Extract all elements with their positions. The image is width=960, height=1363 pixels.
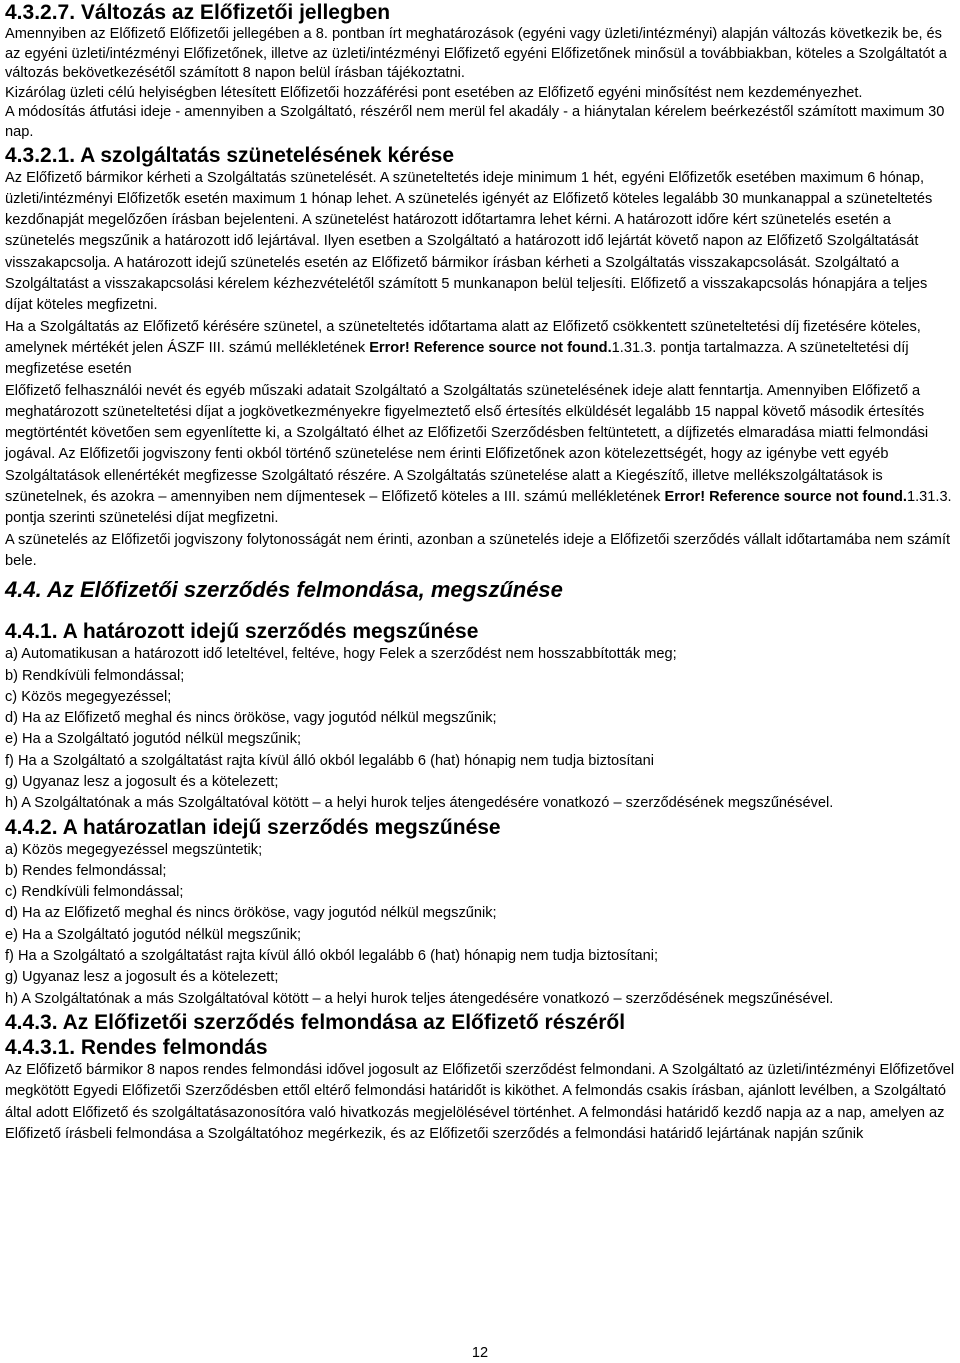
- text-run: 1.31.3. pontja szerinti szünetelési díjat megfizetni.: [5, 489, 952, 527]
- list-item: h) A Szolgáltatónak a más Szolgáltatóval kötött – a helyi hurok teljes átengedésére vonatkozó – szerződésének megszűnésével.: [5, 795, 834, 812]
- text-run: Ha a Szolgáltatás az Előfizető kérésére szünetel, a szüneteltetés időtartama alatt az Előfizető csökkentett szüneteltetési díj fizetésére köteles, amelynek mértékét jelen ÁSZF III. számú mellékletének: [5, 318, 921, 356]
- page-number: 12: [471, 1345, 489, 1361]
- list-item: e) Ha a Szolgáltató jogutód nélkül megszűnik;: [5, 731, 302, 748]
- heading-4-4-1: 4.4.1. A határozott idejű szerződés megszűnése: [5, 620, 479, 644]
- paragraph-jogviszony-folytonossag: A szünetelés az Előfizetői jogviszony folytonosságát nem érinti, azonban a szünetelés ideje a Előfizetői szerződés vállalt időtartamába nem számít bele.: [5, 531, 951, 569]
- list-item: f) Ha a Szolgáltató a szolgáltatást rajta kívül álló okból legalább 6 (hat) hónapig nem tudja biztosítani: [5, 752, 654, 769]
- paragraph-atfutasi-ido: A módosítás átfutási ideje - amennyiben a Szolgáltató, részéről nem merül fel akadály - a hiánytalan kérelem beérkezéstől számított maximum 30 nap.: [5, 104, 945, 140]
- list-item: a) Közös megegyezéssel megszüntetik;: [5, 841, 263, 858]
- paragraph-uzleti-celu: Kizárólag üzleti célú helyiségben létesített Előfizetői hozzáférési pont esetében az Előfizető egyéni minősítést nem kezdeményezhet.: [5, 84, 863, 101]
- list-item: b) Rendkívüli felmondással;: [5, 667, 185, 684]
- heading-4-4-2: 4.4.2. A határozatlan idejű szerződés megszűnése: [5, 815, 501, 839]
- list-item: f) Ha a Szolgáltató a szolgáltatást rajta kívül álló okból legalább 6 (hat) hónapig nem tudja biztosítani;: [5, 948, 659, 965]
- heading-4-4-3: 4.4.3. Az Előfizetői szerződés felmondása az Előfizető részéről: [5, 1010, 626, 1034]
- list-item: d) Ha az Előfizető meghal és nincs örököse, vagy jogutód nélkül megszűnik;: [5, 710, 497, 727]
- reference-error: Error! Reference source not found.: [664, 489, 907, 506]
- reference-error: Error! Reference source not found.: [369, 339, 612, 356]
- list-hatarozott-megszunes: [5, 644, 955, 814]
- list-item: e) Ha a Szolgáltató jogutód nélkül megszűnik;: [5, 926, 302, 943]
- list-item: c) Rendkívüli felmondással;: [5, 884, 184, 901]
- list-item: g) Ugyanaz lesz a jogosult és a kötelezett;: [5, 773, 279, 790]
- heading-4-4-3-1: 4.4.3.1. Rendes felmondás: [5, 1035, 268, 1059]
- heading-4-3-2-7: 4.3.2.7. Változás az Előfizetői jellegben: [5, 1, 391, 24]
- list-item: d) Ha az Előfizető meghal és nincs örököse, vagy jogutód nélkül megszűnik;: [5, 905, 497, 922]
- list-item: c) Közös megegyezéssel;: [5, 688, 172, 705]
- list-item: b) Rendes felmondással;: [5, 862, 167, 879]
- paragraph-adatok-fenntartasa: [5, 381, 955, 530]
- list-item: a) Automatikusan a határozott idő leteltével, feltéve, hogy Felek a szerződést nem hosszabbították meg;: [5, 646, 677, 663]
- paragraph-jelleg-valtozas: Amennyiben az Előfizető Előfizetői jellegében a 8. pontban írt meghatározások (egyéni vagy üzleti/intézményi) alapján változás következik be, és az egyéni üzleti/intézményi Előfizetőnek, illetve az üzleti/intézményi Előfizető egyéni Előfizetőnek minősül a továbbiakban, köteles a Szolgáltatót a változás bekövetkezésétől számított 8 napon belül írásban tájékoztatni.: [5, 26, 947, 82]
- text-run: Előfizető felhasználói nevét és egyéb műszaki adatait Szolgáltató a Szolgáltatás szünetelésének ideje alatt fenntartja. Amennyiben Előfizető a meghatározott szüneteltetési díjat a jogkövetkezményekre figyelmeztető első értesítés elküldését legalább 15 nappal követő második értesítés megtörténtét követően sem egyenlítette ki, a Szolgáltató élhet az Előfizetői Szerződésben feltüntetett, a díjfizetés elmaradása miatti felmondási jogával. Az Előfizetői jogviszony fenti okból történő szünetelése nem érinti Előfizetőnek azon kötelezettségét, hogy az igénybe vett egyéb Szolgáltatások ellenértékét megfizesse Szolgáltató részére. A Szolgáltatás szünetelése alatt a Kiegészítő, illetve mellékszolgáltatások is szünetelnek, és azokra – amennyiben nem díjmentesek – Előfizető köteles a III. számú mellékletének: [5, 382, 929, 506]
- list-item: g) Ugyanaz lesz a jogosult és a kötelezett;: [5, 969, 279, 986]
- paragraph-szuneteles-keres: Az Előfizető bármikor kérheti a Szolgáltatás szünetelését. A szüneteltetés ideje minimum 1 hét, egyéni Előfizetők esetében maximum 6 hónap, üzleti/intézményi Előfizetők esetén maximum 1 hónap lehet. A szünetelés igényét az Előfizető köteles legalább 30 munkanappal a szüneteltetés kezdőnapját megelőzően írásban bejelenteni. A szünetelést határozott időtartamra lehet kérni. A határozott időre kért szünetelés esetén a szünetelés megszűnik a határozott idő lejártával. Ilyen esetben a Szolgáltató a határozott idő lejártát követő napon az Előfizető Szolgáltatását visszakapcsolja. A határozott idejű szünetelés esetén az Előfizető bármikor írásban kérheti a Szolgáltatás visszakapcsolását. Szolgáltató a Szolgáltatást a visszakapcsolási kérelem kézhezvételétől számított 5 munkanapon belül teljesíti. Előfizető a visszakapcsolás hónapjára a teljes díjat köteles megfizetni.: [5, 169, 933, 314]
- paragraph-rendes-felmondas: Az Előfizető bármikor 8 napos rendes felmondási idővel jogosult az Előfizetői szerződést felmondani. A Szolgáltató az üzleti/intézményi Előfizetővel megkötött Egyedi Előfizetői Szerződésben ettől eltérő felmondási határidőt is kiköthet. A felmondás csakis írásban, ajánlott levélben, a Szolgáltató által adott Előfizető és szolgáltatásazonosítóra való hivatkozás megjelölésével történhet. A felmondási határidő kezdő napja az a nap, amelyen az Előfizető írásbeli felmondása a Szolgáltatóhoz megérkezik, és az Előfizetői szerződés a felmondási határidő lejártának napján szűnik: [5, 1061, 955, 1142]
- heading-4-4: 4.4. Az Előfizetői szerződés felmondása, megszűnése: [5, 577, 563, 603]
- paragraph-szuneteltetesi-dij: [5, 317, 955, 381]
- list-item: h) A Szolgáltatónak a más Szolgáltatóval kötött – a helyi hurok teljes átengedésére vonatkozó – szerződésének megszűnésével.: [5, 990, 834, 1007]
- document-page: [5, 0, 955, 1145]
- text-run: 1.31.3. pontja tartalmazza. A szüneteltetési díj megfizetése esetén: [5, 339, 909, 378]
- list-hatarozatlan-megszunes: [5, 840, 955, 1010]
- heading-4-3-2-1: 4.3.2.1. A szolgáltatás szünetelésének kérése: [5, 143, 455, 167]
